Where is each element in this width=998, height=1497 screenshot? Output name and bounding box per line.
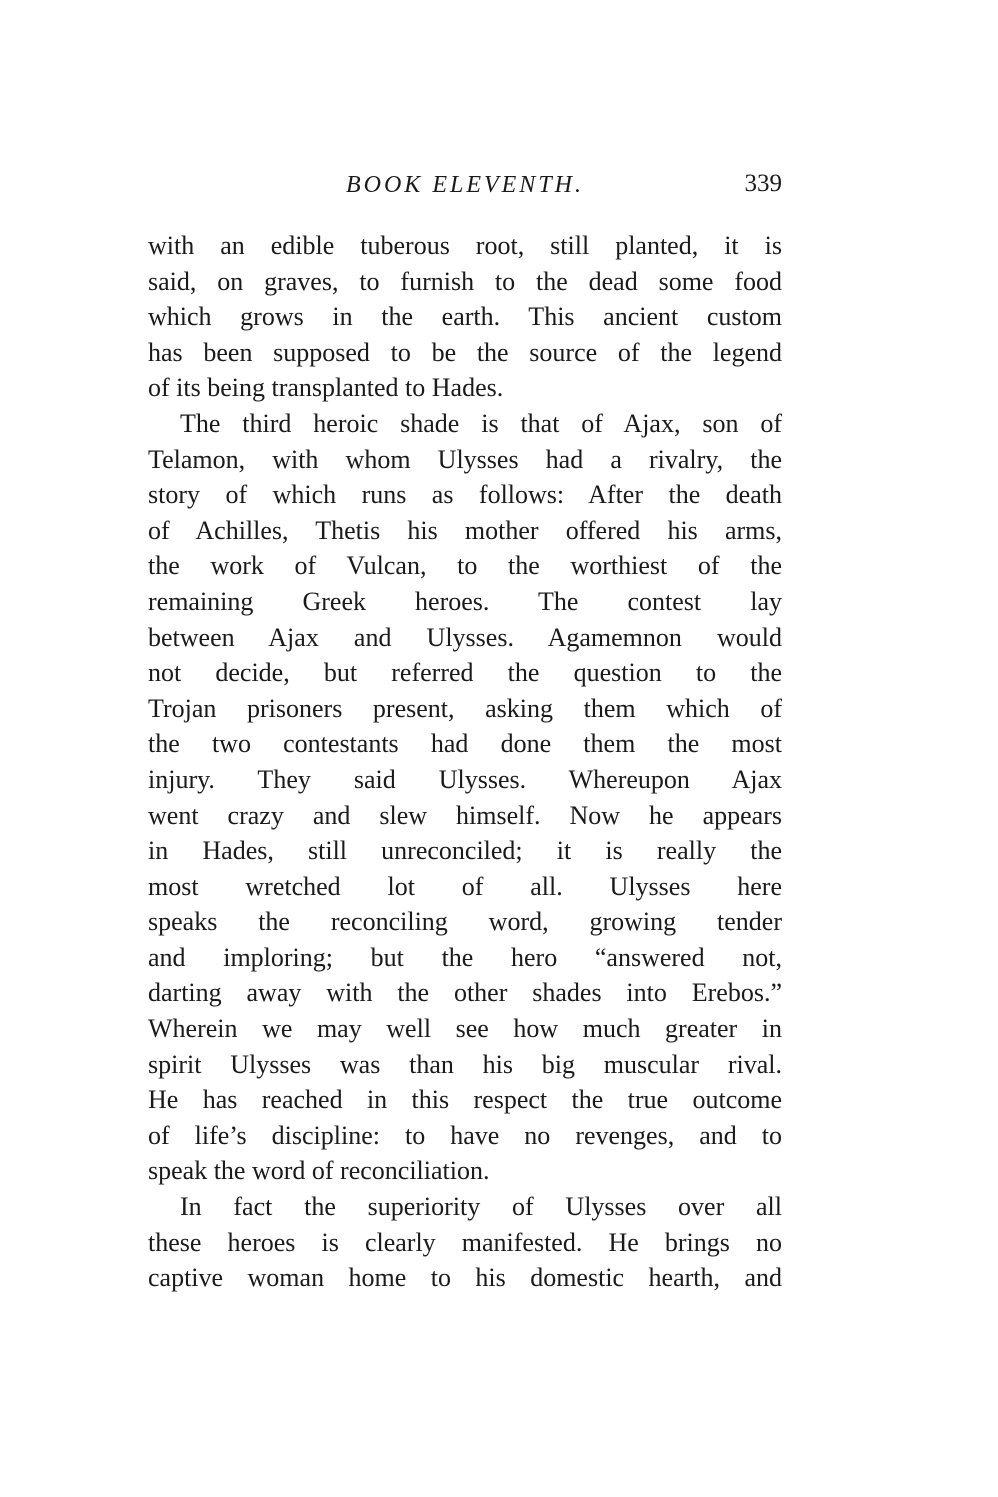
text-line: said, on graves, to furnish to the dead some food <box>148 266 782 296</box>
text-line: He has reached in this respect the true outcome <box>148 1085 782 1115</box>
text-line: and imploring; but the hero “answered not, <box>148 942 782 972</box>
text-line: these heroes is clearly manifested. He brings no <box>148 1227 782 1257</box>
text-line: the two contestants had done them the most <box>148 729 782 759</box>
text-line: Wherein we may well see how much greater in <box>148 1014 782 1044</box>
text-line: remaining Greek heroes. The contest lay <box>148 586 782 616</box>
body-text <box>148 228 782 1296</box>
text-line: story of which runs as follows: After the death <box>148 480 782 510</box>
paragraph <box>148 1189 782 1296</box>
text-line: speak the word of reconciliation. <box>148 1156 490 1186</box>
text-line: went crazy and slew himself. Now he appears <box>148 800 782 830</box>
paragraph <box>148 406 782 1189</box>
text-line: Telamon, with whom Ulysses had a rivalry, the <box>148 444 782 474</box>
paragraph <box>148 228 782 406</box>
text-line: with an edible tuberous root, still planted, it is <box>148 231 782 260</box>
text-line: of Achilles, Thetis his mother offered his arms, <box>148 515 782 545</box>
text-line: spirit Ulysses was than his big muscular rival. <box>148 1049 782 1079</box>
page-number: 339 <box>744 170 782 197</box>
text-line: injury. They said Ulysses. Whereupon Ajax <box>148 764 782 794</box>
text-line: of life’s discipline: to have no revenges, and to <box>148 1120 782 1150</box>
running-title: BOOK ELEVENTH. <box>345 172 584 198</box>
text-line: captive woman home to his domestic hearth, and <box>148 1263 782 1293</box>
text-line: The third heroic shade is that of Ajax, son of <box>180 408 782 438</box>
text-line: the work of Vulcan, to the worthiest of the <box>148 551 782 581</box>
text-line: In fact the superiority of Ulysses over all <box>180 1192 782 1222</box>
text-line: between Ajax and Ulysses. Agamemnon would <box>148 622 782 652</box>
running-head <box>148 172 782 212</box>
text-line: most wretched lot of all. Ulysses here <box>148 871 782 901</box>
text-line: which grows in the earth. This ancient custom <box>148 302 782 332</box>
text-line: has been supposed to be the source of the legend <box>148 337 782 367</box>
text-line: not decide, but referred the question to the <box>148 658 782 688</box>
text-line: speaks the reconciling word, growing tender <box>148 907 782 937</box>
text-line: Trojan prisoners present, asking them which of <box>148 693 782 723</box>
text-line: of its being transplanted to Hades. <box>148 373 504 403</box>
text-line: darting away with the other shades into Erebos.” <box>148 978 782 1008</box>
text-line: in Hades, still unreconciled; it is really the <box>148 836 782 866</box>
